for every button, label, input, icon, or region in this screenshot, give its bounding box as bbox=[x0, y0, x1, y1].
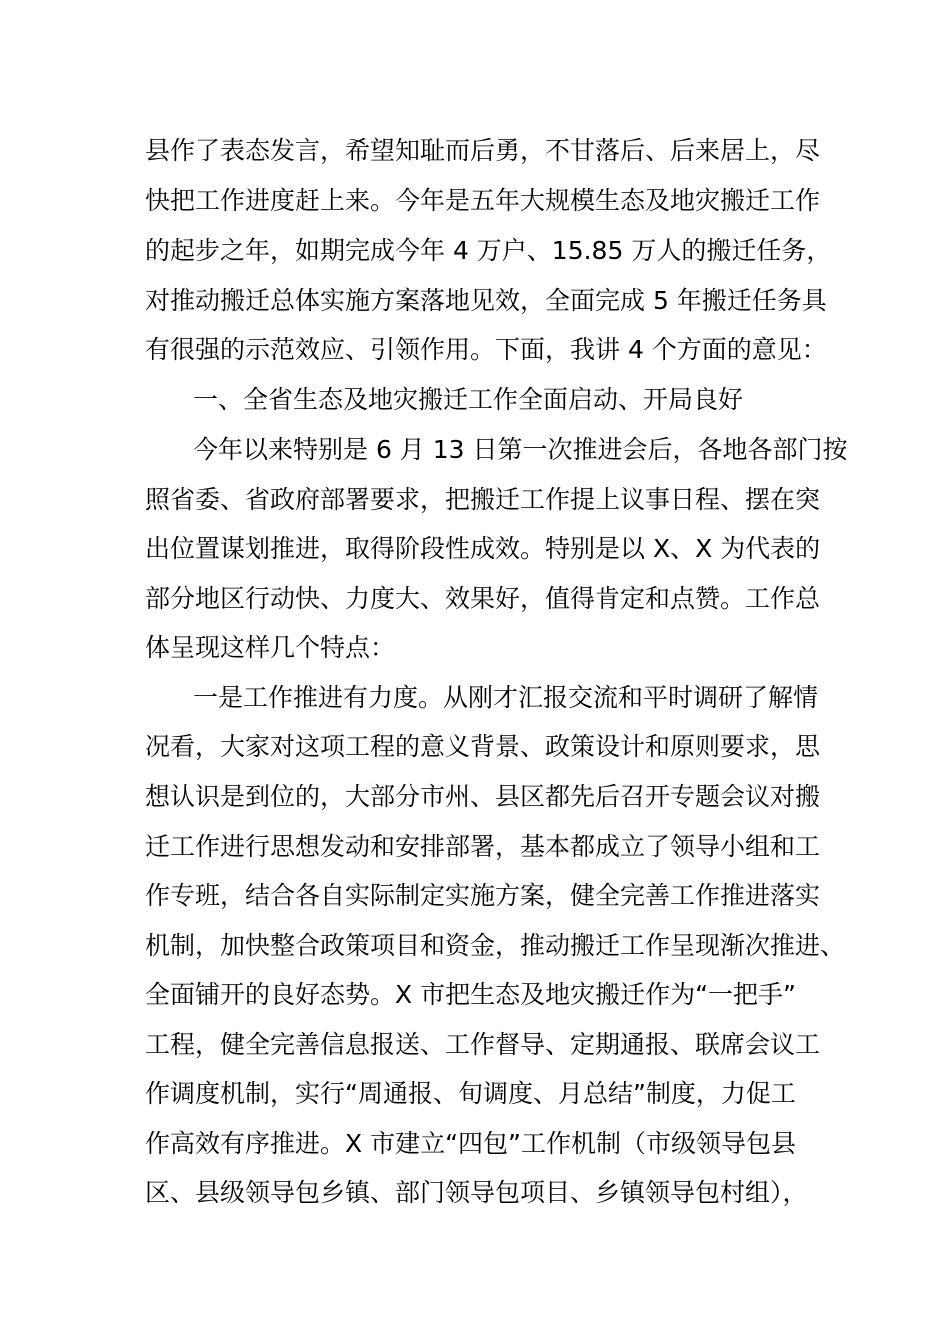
body-text-line: 作高效有序推进。X 市建立“四包”工作机制（市级领导包县 bbox=[145, 1129, 796, 1158]
body-text-line: 体呈现这样几个特点： bbox=[145, 633, 396, 662]
body-text-line: 作调度机制，实行“周通报、旬调度、月总结”制度，力促工 bbox=[145, 1079, 796, 1108]
body-text-line: 对推动搬迁总体实施方案落地见效，全面完成 5 年搬迁任务具 bbox=[145, 286, 827, 315]
body-text-line: 作专班，结合各自实际制定实施方案，健全完善工作推进落实 bbox=[145, 881, 821, 910]
body-text-line: 想认识是到位的，大部分市州、县区都先后召开专题会议对搬 bbox=[145, 782, 821, 811]
body-text-line: 有很强的示范效应、引领作用。下面，我讲 4 个方面的意见： bbox=[145, 335, 827, 364]
body-text-line: 照省委、省政府部署要求，把搬迁工作提上议事日程、摆在突 bbox=[145, 485, 821, 514]
section-heading: 一、全省生态及地灾搬迁工作全面启动、开局良好 bbox=[193, 385, 744, 414]
body-text-line: 县作了表态发言，希望知耻而后勇，不甘落后、后来居上，尽 bbox=[145, 136, 821, 165]
body-text-line: 一是工作推进有力度。从刚才汇报交流和平时调研了解情 bbox=[193, 683, 819, 712]
body-text-line: 部分地区行动快、力度大、效果好，值得肯定和点赞。工作总 bbox=[145, 584, 821, 613]
body-text-line: 况看，大家对这项工程的意义背景、政策设计和原则要求，思 bbox=[145, 732, 821, 761]
body-text-line: 迁工作进行思想发动和安排部署，基本都成立了领导小组和工 bbox=[145, 832, 821, 861]
body-text-line: 全面铺开的良好态势。X 市把生态及地灾搬迁作为“一把手” bbox=[145, 980, 796, 1009]
body-text-line: 出位置谋划推进，取得阶段性成效。特别是以 X、X 为代表的 bbox=[145, 534, 821, 563]
body-text-line: 今年以来特别是 6 月 13 日第一次推进会后，各地各部门按 bbox=[193, 435, 848, 464]
body-text-line: 的起步之年，如期完成今年 4 万户、15.85 万人的搬迁任务， bbox=[145, 236, 832, 265]
body-text-line: 区、县级领导包乡镇、部门领导包项目、乡镇领导包村组）， bbox=[145, 1178, 808, 1207]
body-text-line: 快把工作进度赶上来。今年是五年大规模生态及地灾搬迁工作 bbox=[145, 186, 821, 215]
body-text-line: 机制，加快整合政策项目和资金，推动搬迁工作呈现渐次推进、 bbox=[145, 931, 846, 960]
body-text-line: 工程，健全完善信息报送、工作督导、定期通报、联席会议工 bbox=[145, 1030, 821, 1059]
